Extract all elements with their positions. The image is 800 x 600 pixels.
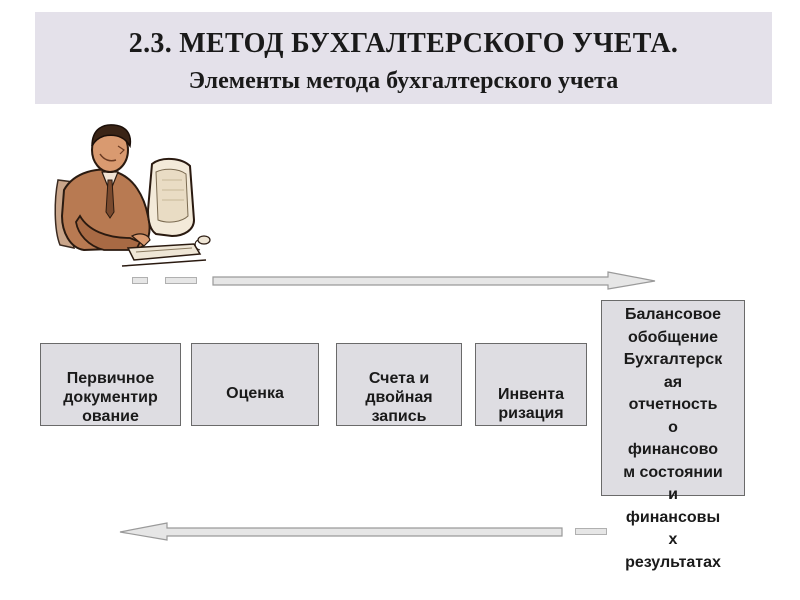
title-band <box>35 12 772 104</box>
element-label: Оценка <box>226 385 284 402</box>
element-label: Первичное документир ование <box>63 370 158 425</box>
accountant-at-computer-icon <box>44 120 214 280</box>
slide-subtitle: Элементы метода бухгалтерского учета <box>188 68 619 94</box>
arrow-left-icon <box>117 521 563 543</box>
element-label-balance-reporting: Балансовое обобщение Бухгалтерск ая отчетность о финансово м состоянии и финансовы х результатах <box>623 306 723 571</box>
arrow-dash-2 <box>165 277 197 284</box>
element-box-primary-documentation <box>40 343 181 426</box>
arrow-right-icon <box>212 270 658 292</box>
element-label: Счета и двойная запись <box>365 370 433 425</box>
element-box-valuation <box>191 343 319 426</box>
element-box-inventory <box>475 343 587 426</box>
slide-title: 2.3. МЕТОД БУХГАЛТЕРСКОГО УЧЕТА. <box>128 28 679 59</box>
element-box-accounts-double-entry <box>336 343 462 426</box>
element-label: Инвента ризация <box>497 386 565 422</box>
arrow-dash-1 <box>132 277 148 284</box>
